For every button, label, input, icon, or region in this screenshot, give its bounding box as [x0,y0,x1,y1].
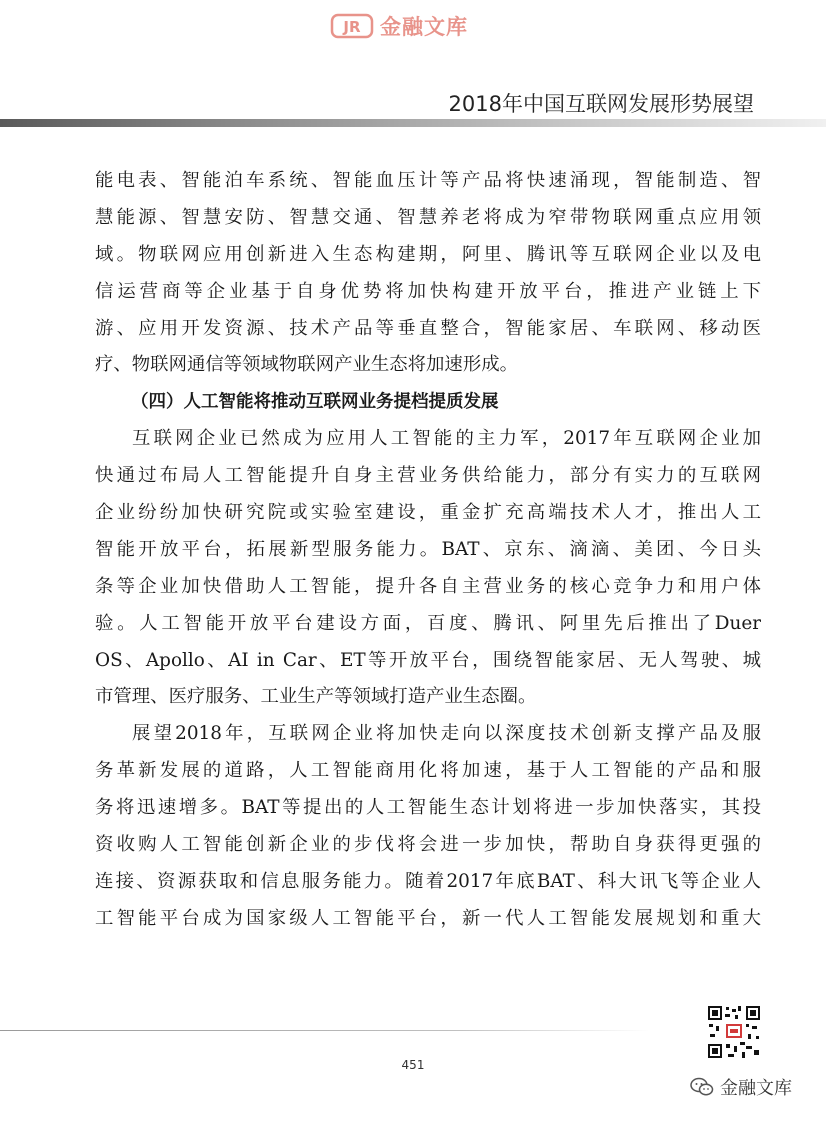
paragraph-line: OS、Apollo、AI in Car、ET等开放平台，围绕智能家居、无人驾驶、城 [95,649,761,671]
paragraph-line: 展望2018年，互联网企业将加快走向以深度技术创新支撑产品及服 [132,723,761,745]
footer-divider [0,1030,650,1031]
paragraph-line: 务将迅速增多。BAT等提出的人工智能生态计划将进一步加快落实，其投 [95,797,761,819]
page-number: 451 [401,1058,425,1072]
footer-logo-text: 金融文库 [720,1078,792,1099]
svg-text:JR: JR [343,18,361,36]
paragraph-line: 快通过布局人工智能提升自身主营业务供给能力，部分有实力的互联网 [95,465,761,487]
paragraph-line: 互联网企业已然成为应用人工智能的主力军，2017年互联网企业加 [132,428,761,450]
qr-code-icon [706,1004,762,1060]
watermark-logo-text: 金融文库 [380,15,468,39]
paragraph-line: 连接、资源获取和信息服务能力。随着2017年底BAT、科大讯飞等企业人 [95,870,761,892]
paragraph-line: 域。物联网应用创新进入生态构建期，阿里、腾讯等互联网企业以及电 [95,243,761,265]
header-divider [0,119,826,127]
jr-logo-icon [330,11,374,41]
section-heading: （四）人工智能将推动互联网业务提档提质发展 [131,392,499,413]
paragraph-line: 信运营商等企业基于自身优势将加快构建开放平台，推进产业链上下 [95,280,761,302]
paragraph-line: 慧能源、智慧安防、智慧交通、智慧养老将成为窄带物联网重点应用领 [95,206,761,228]
paragraph-line: 能电表、智能泊车系统、智能血压计等产品将快速涌现，智能制造、智 [95,170,761,191]
paragraph-line: 游、应用开发资源、技术产品等垂直整合，智能家居、车联网、移动医 [95,317,761,339]
body-text [95,163,761,938]
paragraph-line: 智能开放平台，拓展新型服务能力。BAT、京东、滴滴、美团、今日头 [95,538,761,560]
paragraph-line: 务革新发展的道路，人工智能商用化将加速，基于人工智能的产品和服 [95,760,761,782]
wechat-icon [690,1077,714,1097]
footer-logo [690,1073,792,1101]
watermark-logo [330,8,500,44]
paragraph-line: 工智能平台成为国家级人工智能平台，新一代人工智能发展规划和重大 [95,907,761,929]
paragraph-line: 企业纷纷加快研究院或实验室建设，重金扩充高端技术人才，推出人工 [95,502,761,524]
paragraph-line: 市管理、医疗服务、工业生产等领域打造产业生态圈。 [95,686,537,708]
paragraph-line: 验。人工智能开放平台建设方面，百度、腾讯、阿里先后推出了Duer [95,612,761,634]
document-title: 2018年中国互联网发展形势展望 [448,92,754,116]
paragraph-line: 资收购人工智能创新企业的步伐将会进一步加快，帮助自身获得更强的 [95,834,761,856]
paragraph-line: 疗、物联网通信等领域物联网产业生态将加速形成。 [95,354,518,376]
paragraph-line: 条等企业加快借助人工智能，提升各自主营业务的核心竞争力和用户体 [95,575,761,597]
